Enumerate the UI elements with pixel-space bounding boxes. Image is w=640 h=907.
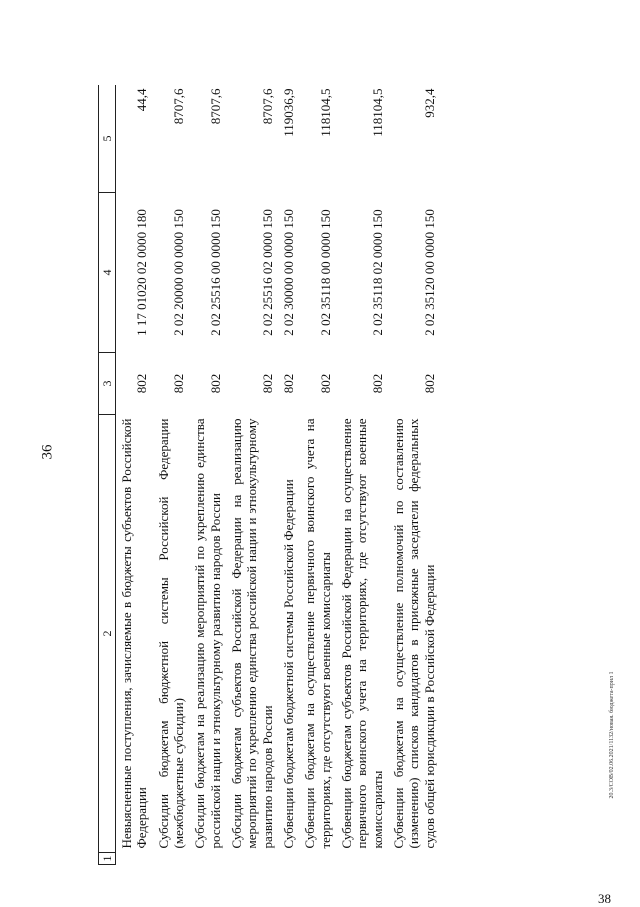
row-number-cell [278, 853, 299, 865]
footer-page-number: 38 [598, 891, 611, 906]
row-budget-code: 2 02 30000 00 0000 150 [281, 209, 297, 336]
table-header-row [99, 85, 116, 865]
row-budget-code: 2 02 20000 00 0000 150 [171, 209, 187, 336]
header-col-2: 2 [99, 415, 116, 853]
row-sum: 44,4 [134, 88, 150, 112]
row-admin-code: 802 [421, 373, 437, 394]
row-admin-code: 802 [369, 373, 385, 394]
row-sum: 118104,5 [317, 88, 333, 137]
row-number-cell [153, 853, 190, 865]
table-row [189, 85, 226, 865]
row-number-cell [226, 853, 278, 865]
row-sum: 118104,5 [369, 88, 385, 137]
table-row [153, 85, 190, 865]
row-admin-code: 802 [259, 373, 275, 394]
row-number-cell [116, 853, 153, 865]
row-budget-code: 2 02 35118 00 0000 150 [317, 209, 333, 336]
row-name: Субсидии бюджетам субъектов Российской Федерации на реализацию мероприятий по укреплению единства российской нации и этнокультурному развитию народов России [229, 418, 275, 849]
table-row [226, 85, 278, 865]
row-name: Субвенции бюджетам на осуществление полномочий по составлению (изменению) списков кандидатов в присяжные заседатели федеральных судов общей юрисдикции в Российской Федерации [391, 418, 437, 849]
header-col-1: 1 [99, 853, 116, 865]
row-admin-code: 802 [134, 373, 150, 394]
row-name: Субсидии бюджетам бюджетной системы Российской Федерации (межбюджетные субсидии) [155, 418, 187, 849]
row-number-cell [336, 853, 388, 865]
header-col-4: 4 [99, 193, 116, 353]
row-name: Субвенции бюджетам на осуществление первичного воинского учета на территориях, где отсутствуют военные комиссариаты [302, 418, 333, 849]
row-budget-code: 2 02 35120 00 0000 150 [421, 209, 437, 336]
row-number-cell [388, 853, 440, 865]
header-col-5: 5 [99, 85, 116, 193]
row-sum: 932,4 [421, 88, 437, 118]
row-number-cell [299, 853, 336, 865]
row-budget-code: 2 02 25516 00 0000 150 [207, 209, 223, 336]
row-sum: 8707,6 [207, 88, 223, 125]
row-admin-code: 802 [171, 373, 187, 394]
row-budget-code: 1 17 01020 02 0000 180 [134, 209, 150, 336]
row-admin-code: 802 [207, 373, 223, 394]
row-sum: 8707,6 [171, 88, 187, 125]
row-admin-code: 802 [281, 373, 297, 394]
row-name: Субвенции бюджетам субъектов Российской Федерации на осуществление первичного воинского учета на территориях, где отсутствуют военные комиссариаты [339, 418, 385, 849]
row-budget-code: 2 02 25516 02 0000 150 [259, 209, 275, 336]
row-budget-code: 2 02 35118 02 0000 150 [369, 209, 385, 336]
row-name: Субсидии бюджетам на реализацию мероприятий по укреплению единства российской нации и этнокультурному развитию народов России [192, 418, 223, 849]
table-row [278, 85, 299, 865]
row-number-cell [189, 853, 226, 865]
table-rotated-inner [98, 85, 598, 865]
table-row [116, 85, 153, 865]
row-admin-code: 802 [317, 373, 333, 394]
header-col-3: 3 [99, 353, 116, 415]
row-sum: 119036,9 [281, 88, 297, 137]
row-sum: 8707,6 [259, 88, 275, 125]
table-row [299, 85, 336, 865]
row-name: Невыясненные поступления, зачисляемые в бюджеты субъектов Российской Федерации [119, 418, 150, 849]
page-number: 36 [39, 444, 56, 460]
row-name: Субвенции бюджетам бюджетной системы Российской Федерации [281, 479, 297, 849]
table-row [336, 85, 388, 865]
table-row [388, 85, 440, 865]
revenue-table [98, 85, 440, 865]
document-stamp: 20.3/СОВ/02.06.2021/1132/новая. бюджета-прил 1 [609, 671, 615, 799]
table-rotated-container [98, 85, 598, 865]
